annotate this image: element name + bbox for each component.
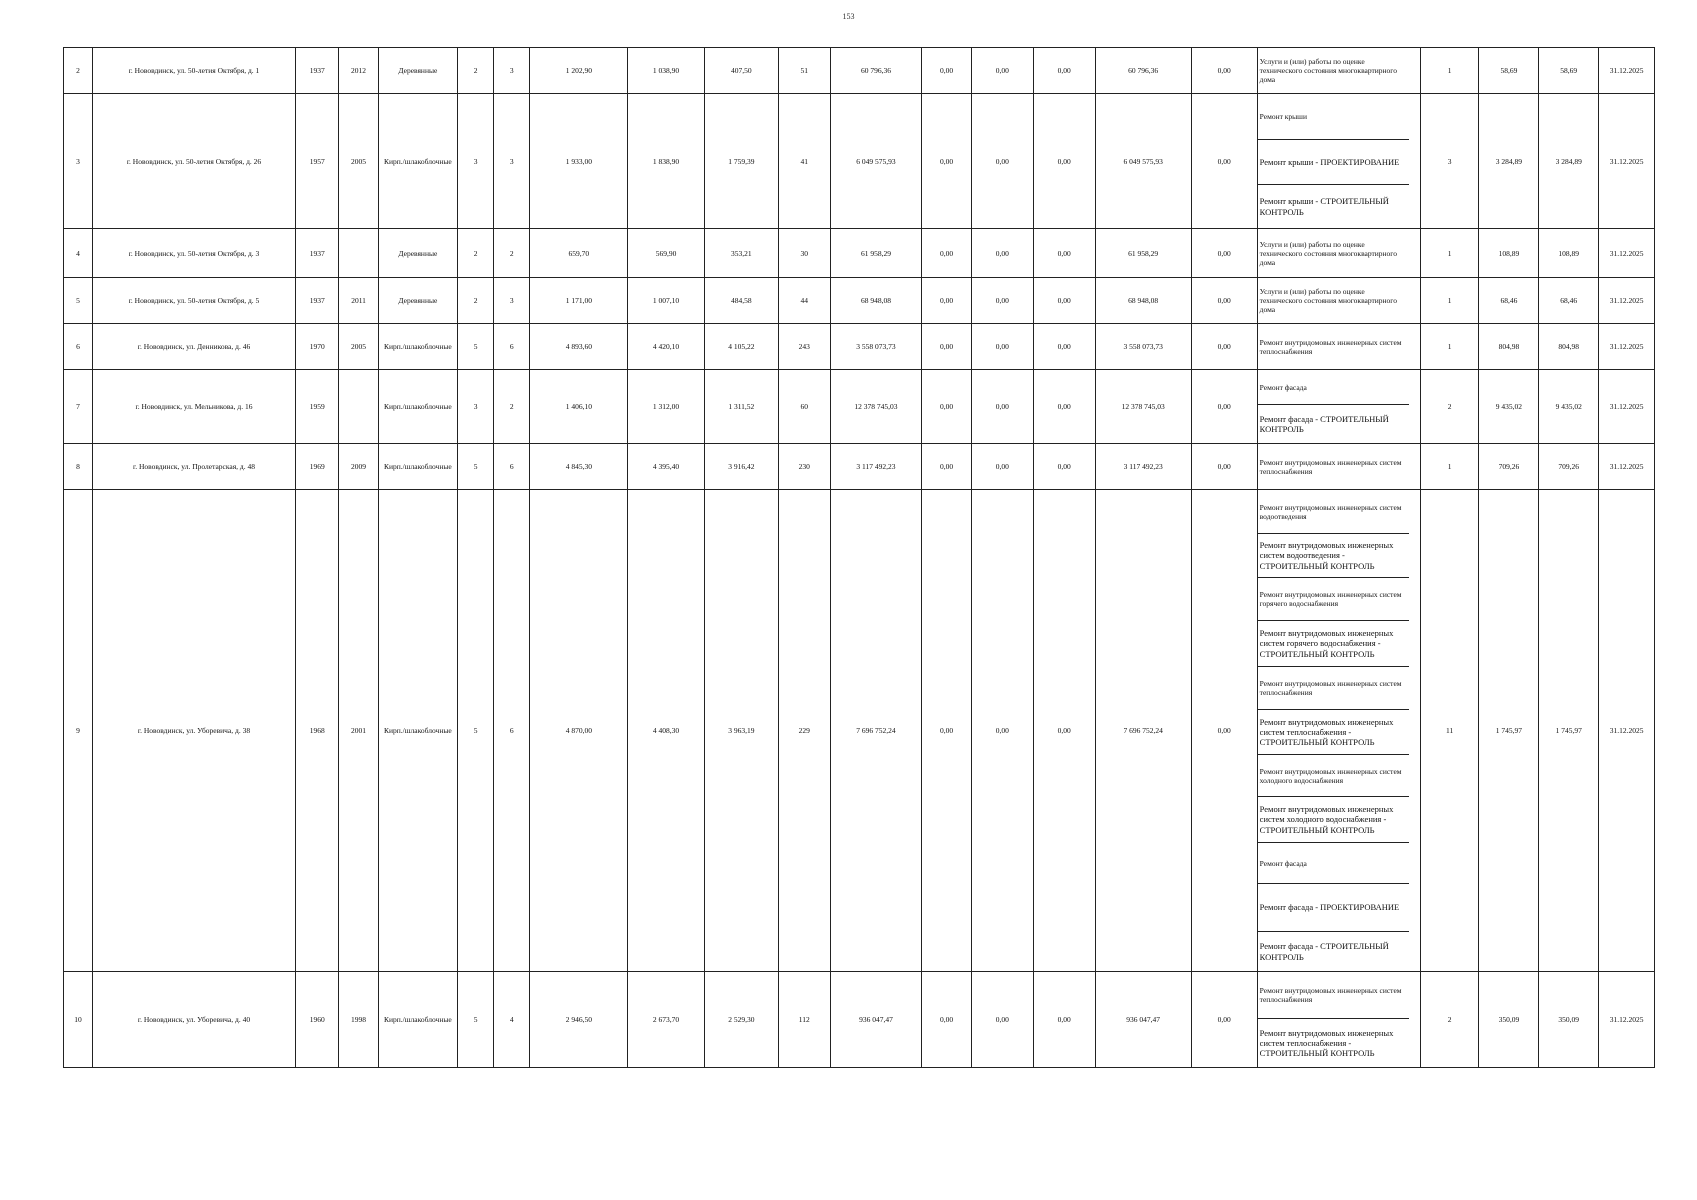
work-type-item: Ремонт фасада - СТРОИТЕЛЬНЫЙ КОНТРОЛЬ [1259, 413, 1389, 434]
work-type-item: Ремонт крыши - ПРОЕКТИРОВАНИЕ [1258, 140, 1409, 185]
work-type-item: Ремонт крыши - СТРОИТЕЛЬНЫЙ КОНТРОЛЬ [1259, 196, 1389, 217]
unit-cost-max-cell: 108,89 [1539, 229, 1599, 278]
works-cell [1257, 278, 1420, 324]
row-number-cell: 6 [64, 324, 93, 370]
year-repair-cell [339, 370, 378, 444]
fund-owners-cell: 6 049 575,93 [1095, 94, 1191, 229]
entrances-cell: 4 [494, 972, 530, 1068]
work-types-list [1258, 48, 1420, 93]
unit-cost-max-cell: 350,09 [1539, 972, 1599, 1068]
address-cell: г. Нововдинск, ул. 50-летия Октября, д. 5 [92, 278, 295, 324]
row-number-cell: 2 [64, 48, 93, 94]
total-area-cell: 1 406,10 [530, 370, 628, 444]
work-type-item: Ремонт внутридомовых инженерных систем горячего водоснабжения [1258, 578, 1409, 621]
fund-owners-cell: 12 378 745,03 [1095, 370, 1191, 444]
living-area-cell: 1 838,90 [628, 94, 704, 229]
wall-material-cell: Деревянные [378, 229, 457, 278]
total-area-cell: 1 202,90 [530, 48, 628, 94]
row-number-cell: 7 [64, 370, 93, 444]
row-number-cell: 8 [64, 444, 93, 490]
address-cell: г. Нововдинск, ул. Уборевича, д. 38 [92, 490, 295, 972]
owned-area-cell: 353,21 [704, 229, 778, 278]
residents-cell: 230 [778, 444, 830, 490]
fund-other-cell: 0,00 [1191, 229, 1257, 278]
fund-b-cell: 0,00 [971, 48, 1033, 94]
work-types-list [1258, 972, 1420, 1067]
year-built-cell: 1957 [296, 94, 339, 229]
work-type-item: Ремонт внутридомовых инженерных систем теплоснабжения [1259, 457, 1402, 476]
works-cell [1257, 94, 1420, 229]
floors-cell: 5 [458, 490, 494, 972]
floors-cell: 2 [458, 278, 494, 324]
entrances-cell: 2 [494, 370, 530, 444]
unit-cost-cell: 350,09 [1479, 972, 1539, 1068]
fund-other-cell: 0,00 [1191, 324, 1257, 370]
living-area-cell: 1 312,00 [628, 370, 704, 444]
works-count-cell: 3 [1420, 94, 1479, 229]
row-number-cell: 3 [64, 94, 93, 229]
entrances-cell: 6 [494, 490, 530, 972]
work-type-item: Ремонт внутридомовых инженерных систем холодного водоснабжения - СТРОИТЕЛЬНЫЙ КОНТРОЛЬ [1258, 797, 1409, 843]
floors-cell: 2 [458, 48, 494, 94]
fund-other-cell: 0,00 [1191, 444, 1257, 490]
fund-other-cell: 0,00 [1191, 972, 1257, 1068]
unit-cost-max-cell: 68,46 [1539, 278, 1599, 324]
works-count-cell: 1 [1420, 229, 1479, 278]
address-cell: г. Нововдинск, ул. 50-летия Октября, д. 26 [92, 94, 295, 229]
work-type-item: Ремонт внутридомовых инженерных систем теплоснабжения - СТРОИТЕЛЬНЫЙ КОНТРОЛЬ [1258, 710, 1409, 755]
residents-cell: 60 [778, 370, 830, 444]
owned-area-cell: 3 963,19 [704, 490, 778, 972]
unit-cost-max-cell: 709,26 [1539, 444, 1599, 490]
work-type-item: Ремонт внутридомовых инженерных систем горячего водоснабжения - СТРОИТЕЛЬНЫЙ КОНТРОЛЬ [1258, 621, 1409, 667]
wall-material-cell: Кирп./шлакоблочные [378, 444, 457, 490]
table-row [64, 324, 1655, 370]
work-types-list [1258, 278, 1420, 323]
floors-cell: 2 [458, 229, 494, 278]
work-types-list [1258, 490, 1420, 971]
cost-total-cell: 7 696 752,24 [830, 490, 922, 972]
living-area-cell: 4 395,40 [628, 444, 704, 490]
work-type-item: Ремонт внутридомовых инженерных систем теплоснабжения [1258, 667, 1409, 710]
residents-cell: 44 [778, 278, 830, 324]
unit-cost-max-cell: 9 435,02 [1539, 370, 1599, 444]
year-built-cell: 1937 [296, 229, 339, 278]
living-area-cell: 1 038,90 [628, 48, 704, 94]
year-repair-cell: 2012 [339, 48, 378, 94]
work-types-list [1258, 229, 1420, 277]
works-cell [1257, 324, 1420, 370]
work-type-item: Ремонт фасада [1258, 843, 1409, 884]
owned-area-cell: 2 529,30 [704, 972, 778, 1068]
living-area-cell: 569,90 [628, 229, 704, 278]
fund-other-cell: 0,00 [1191, 370, 1257, 444]
works-count-cell: 1 [1420, 48, 1479, 94]
fund-c-cell: 0,00 [1033, 490, 1095, 972]
entrances-cell: 3 [494, 48, 530, 94]
fund-a-cell: 0,00 [922, 94, 972, 229]
work-type-item: Услуги и (или) работы по оценке технического состояния многоквартирного дома [1259, 57, 1397, 84]
unit-cost-max-cell: 804,98 [1539, 324, 1599, 370]
work-type-item: Ремонт внутридомовых инженерных систем теплоснабжения - СТРОИТЕЛЬНЫЙ КОНТРОЛЬ [1259, 1027, 1394, 1059]
fund-b-cell: 0,00 [971, 490, 1033, 972]
fund-b-cell: 0,00 [971, 370, 1033, 444]
unit-cost-max-cell: 3 284,89 [1539, 94, 1599, 229]
fund-c-cell: 0,00 [1033, 972, 1095, 1068]
table-row [64, 229, 1655, 278]
residents-cell: 30 [778, 229, 830, 278]
work-type-item: Ремонт внутридомовых инженерных систем теплоснабжения [1259, 337, 1402, 356]
year-built-cell: 1937 [296, 278, 339, 324]
cost-total-cell: 12 378 745,03 [830, 370, 922, 444]
wall-material-cell: Кирп./шлакоблочные [378, 972, 457, 1068]
floors-cell: 3 [458, 94, 494, 229]
fund-a-cell: 0,00 [922, 324, 972, 370]
unit-cost-max-cell: 58,69 [1539, 48, 1599, 94]
living-area-cell: 2 673,70 [628, 972, 704, 1068]
fund-a-cell: 0,00 [922, 370, 972, 444]
work-type-item: Ремонт фасада - СТРОИТЕЛЬНЫЙ КОНТРОЛЬ [1259, 941, 1389, 962]
table-row [64, 444, 1655, 490]
cost-total-cell: 936 047,47 [830, 972, 922, 1068]
owned-area-cell: 407,50 [704, 48, 778, 94]
fund-c-cell: 0,00 [1033, 370, 1095, 444]
deadline-cell: 31.12.2025 [1599, 324, 1655, 370]
fund-owners-cell: 3 558 073,73 [1095, 324, 1191, 370]
entrances-cell: 6 [494, 324, 530, 370]
year-repair-cell: 2005 [339, 324, 378, 370]
entrances-cell: 3 [494, 94, 530, 229]
cost-total-cell: 68 948,08 [830, 278, 922, 324]
fund-a-cell: 0,00 [922, 972, 972, 1068]
fund-c-cell: 0,00 [1033, 324, 1095, 370]
table-row [64, 490, 1655, 972]
work-type-item: Ремонт внутридомовых инженерных систем водоотведения - СТРОИТЕЛЬНЫЙ КОНТРОЛЬ [1258, 534, 1409, 578]
deadline-cell: 31.12.2025 [1599, 972, 1655, 1068]
works-cell [1257, 370, 1420, 444]
fund-other-cell: 0,00 [1191, 278, 1257, 324]
works-count-cell: 1 [1420, 324, 1479, 370]
year-repair-cell: 2001 [339, 490, 378, 972]
residents-cell: 41 [778, 94, 830, 229]
entrances-cell: 6 [494, 444, 530, 490]
fund-owners-cell: 3 117 492,23 [1095, 444, 1191, 490]
living-area-cell: 4 408,30 [628, 490, 704, 972]
address-cell: г. Нововдинск, ул. Уборевича, д. 40 [92, 972, 295, 1068]
work-types-list [1258, 444, 1420, 489]
total-area-cell: 1 171,00 [530, 278, 628, 324]
year-built-cell: 1959 [296, 370, 339, 444]
work-type-item: Ремонт фасада [1258, 370, 1409, 405]
works-count-cell: 2 [1420, 972, 1479, 1068]
fund-c-cell: 0,00 [1033, 444, 1095, 490]
table-row [64, 48, 1655, 94]
repair-register-table [63, 47, 1655, 1068]
fund-b-cell: 0,00 [971, 94, 1033, 229]
owned-area-cell: 1 311,52 [704, 370, 778, 444]
address-cell: г. Нововдинск, ул. 50-летия Октября, д. 1 [92, 48, 295, 94]
cost-total-cell: 61 958,29 [830, 229, 922, 278]
works-count-cell: 2 [1420, 370, 1479, 444]
fund-b-cell: 0,00 [971, 444, 1033, 490]
table-row [64, 370, 1655, 444]
works-cell [1257, 972, 1420, 1068]
unit-cost-cell: 58,69 [1479, 48, 1539, 94]
fund-b-cell: 0,00 [971, 324, 1033, 370]
cost-total-cell: 3 558 073,73 [830, 324, 922, 370]
fund-other-cell: 0,00 [1191, 94, 1257, 229]
unit-cost-max-cell: 1 745,97 [1539, 490, 1599, 972]
wall-material-cell: Кирп./шлакоблочные [378, 324, 457, 370]
fund-c-cell: 0,00 [1033, 94, 1095, 229]
fund-a-cell: 0,00 [922, 229, 972, 278]
fund-owners-cell: 61 958,29 [1095, 229, 1191, 278]
work-type-item: Ремонт крыши [1258, 94, 1409, 140]
fund-b-cell: 0,00 [971, 972, 1033, 1068]
works-cell [1257, 490, 1420, 972]
table-row [64, 94, 1655, 229]
living-area-cell: 1 007,10 [628, 278, 704, 324]
living-area-cell: 4 420,10 [628, 324, 704, 370]
row-number-cell: 9 [64, 490, 93, 972]
address-cell: г. Нововдинск, ул. Денникова, д. 46 [92, 324, 295, 370]
owned-area-cell: 484,58 [704, 278, 778, 324]
fund-owners-cell: 60 796,36 [1095, 48, 1191, 94]
unit-cost-cell: 804,98 [1479, 324, 1539, 370]
fund-owners-cell: 7 696 752,24 [1095, 490, 1191, 972]
address-cell: г. Нововдинск, ул. Мельникова, д. 16 [92, 370, 295, 444]
year-built-cell: 1970 [296, 324, 339, 370]
residents-cell: 243 [778, 324, 830, 370]
works-cell [1257, 444, 1420, 490]
fund-b-cell: 0,00 [971, 229, 1033, 278]
row-number-cell: 10 [64, 972, 93, 1068]
table-row [64, 278, 1655, 324]
year-repair-cell: 2011 [339, 278, 378, 324]
fund-c-cell: 0,00 [1033, 229, 1095, 278]
work-type-item: Ремонт фасада - ПРОЕКТИРОВАНИЕ [1258, 884, 1409, 932]
year-repair-cell: 2005 [339, 94, 378, 229]
table-row [64, 972, 1655, 1068]
year-repair-cell [339, 229, 378, 278]
wall-material-cell: Кирп./шлакоблочные [378, 370, 457, 444]
unit-cost-cell: 1 745,97 [1479, 490, 1539, 972]
address-cell: г. Нововдинск, ул. 50-летия Октября, д. 3 [92, 229, 295, 278]
cost-total-cell: 60 796,36 [830, 48, 922, 94]
floors-cell: 5 [458, 972, 494, 1068]
deadline-cell: 31.12.2025 [1599, 278, 1655, 324]
deadline-cell: 31.12.2025 [1599, 229, 1655, 278]
work-type-item: Ремонт внутридомовых инженерных систем водоотведения [1258, 490, 1409, 534]
works-count-cell: 1 [1420, 444, 1479, 490]
total-area-cell: 4 870,00 [530, 490, 628, 972]
works-cell [1257, 229, 1420, 278]
work-types-list [1258, 94, 1420, 228]
address-cell: г. Нововдинск, ул. Пролетарская, д. 48 [92, 444, 295, 490]
row-number-cell: 5 [64, 278, 93, 324]
fund-a-cell: 0,00 [922, 444, 972, 490]
year-repair-cell: 1998 [339, 972, 378, 1068]
deadline-cell: 31.12.2025 [1599, 94, 1655, 229]
year-built-cell: 1969 [296, 444, 339, 490]
entrances-cell: 2 [494, 229, 530, 278]
total-area-cell: 2 946,50 [530, 972, 628, 1068]
entrances-cell: 3 [494, 278, 530, 324]
works-count-cell: 1 [1420, 278, 1479, 324]
total-area-cell: 1 933,00 [530, 94, 628, 229]
year-built-cell: 1960 [296, 972, 339, 1068]
unit-cost-cell: 108,89 [1479, 229, 1539, 278]
total-area-cell: 4 845,30 [530, 444, 628, 490]
fund-b-cell: 0,00 [971, 278, 1033, 324]
residents-cell: 51 [778, 48, 830, 94]
work-types-list [1258, 370, 1420, 443]
fund-a-cell: 0,00 [922, 490, 972, 972]
deadline-cell: 31.12.2025 [1599, 444, 1655, 490]
works-count-cell: 11 [1420, 490, 1479, 972]
floors-cell: 5 [458, 444, 494, 490]
floors-cell: 5 [458, 324, 494, 370]
unit-cost-cell: 3 284,89 [1479, 94, 1539, 229]
row-number-cell: 4 [64, 229, 93, 278]
residents-cell: 229 [778, 490, 830, 972]
total-area-cell: 659,70 [530, 229, 628, 278]
fund-a-cell: 0,00 [922, 48, 972, 94]
works-cell [1257, 48, 1420, 94]
unit-cost-cell: 709,26 [1479, 444, 1539, 490]
deadline-cell: 31.12.2025 [1599, 48, 1655, 94]
wall-material-cell: Кирп./шлакоблочные [378, 94, 457, 229]
fund-other-cell: 0,00 [1191, 48, 1257, 94]
fund-c-cell: 0,00 [1033, 278, 1095, 324]
total-area-cell: 4 893,60 [530, 324, 628, 370]
floors-cell: 3 [458, 370, 494, 444]
work-type-item: Ремонт внутридомовых инженерных систем холодного водоснабжения [1258, 755, 1409, 797]
deadline-cell: 31.12.2025 [1599, 370, 1655, 444]
unit-cost-cell: 68,46 [1479, 278, 1539, 324]
year-repair-cell: 2009 [339, 444, 378, 490]
work-type-item: Ремонт внутридомовых инженерных систем теплоснабжения [1258, 972, 1409, 1019]
fund-other-cell: 0,00 [1191, 490, 1257, 972]
owned-area-cell: 4 105,22 [704, 324, 778, 370]
year-built-cell: 1968 [296, 490, 339, 972]
fund-owners-cell: 68 948,08 [1095, 278, 1191, 324]
wall-material-cell: Кирп./шлакоблочные [378, 490, 457, 972]
work-types-list [1258, 324, 1420, 369]
page-number: 153 [842, 12, 855, 21]
fund-c-cell: 0,00 [1033, 48, 1095, 94]
fund-a-cell: 0,00 [922, 278, 972, 324]
fund-owners-cell: 936 047,47 [1095, 972, 1191, 1068]
year-built-cell: 1937 [296, 48, 339, 94]
owned-area-cell: 3 916,42 [704, 444, 778, 490]
wall-material-cell: Деревянные [378, 48, 457, 94]
cost-total-cell: 6 049 575,93 [830, 94, 922, 229]
cost-total-cell: 3 117 492,23 [830, 444, 922, 490]
residents-cell: 112 [778, 972, 830, 1068]
unit-cost-cell: 9 435,02 [1479, 370, 1539, 444]
wall-material-cell: Деревянные [378, 278, 457, 324]
deadline-cell: 31.12.2025 [1599, 490, 1655, 972]
work-type-item: Услуги и (или) работы по оценке технического состояния многоквартирного дома [1259, 287, 1397, 314]
work-type-item: Услуги и (или) работы по оценке технического состояния многоквартирного дома [1259, 239, 1397, 267]
owned-area-cell: 1 759,39 [704, 94, 778, 229]
